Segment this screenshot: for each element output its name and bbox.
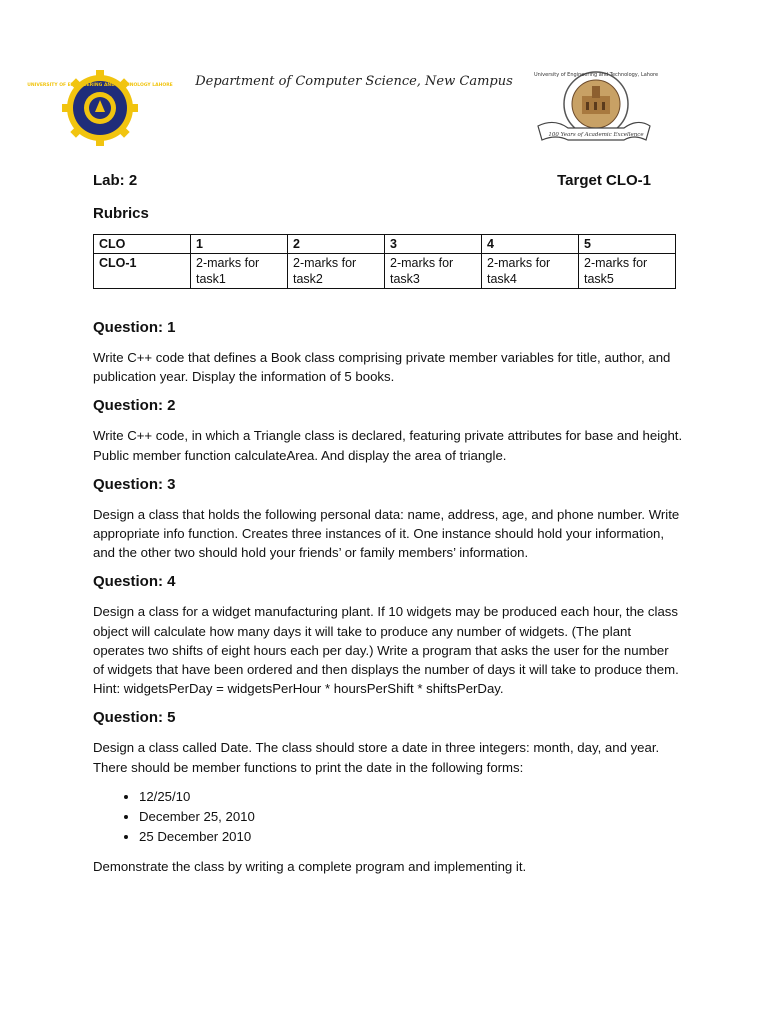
uet-crest-logo (533, 66, 659, 150)
question-1-title: Question: 1 (93, 319, 176, 336)
closing-text: Demonstrate the class by writing a complete program and implementing it. (93, 858, 527, 874)
question-2-title: Question: 2 (93, 397, 176, 415)
rubrics-cell: 2-marks for task3 (385, 254, 482, 289)
question-5-title: Question: 5 (93, 709, 176, 727)
rubrics-cell: 2-marks for task5 (579, 254, 676, 289)
lab-number: Lab: 2 (93, 172, 138, 189)
rubrics-cell: 2-marks for task1 (191, 254, 288, 289)
question-3-title: Question: 3 (93, 475, 176, 493)
rubrics-header-row (94, 235, 676, 254)
rubrics-cell: 2-marks for task4 (482, 254, 579, 289)
rubrics-header-cell: CLO (94, 235, 191, 254)
lab-header (93, 172, 651, 189)
rubrics-cell: CLO-1 (94, 254, 191, 289)
rubrics-header-cell: 3 (385, 235, 482, 254)
rubrics-title: Rubrics (93, 205, 149, 222)
department-header: Department of Computer Science, New Campus (195, 74, 513, 89)
questions-section (93, 318, 683, 886)
rubrics-cell: 2-marks for task2 (288, 254, 385, 289)
list-item: • 25 December 2010 (139, 827, 683, 847)
question-1-text: Write C++ code that defines a Book class comprising private member variables for title, author, and publication year. Display the information of 5 books. (93, 350, 671, 385)
list-item: • 12/25/10 (139, 787, 683, 807)
right-logo-text: University of Engineering and Technology, Lahore (533, 72, 659, 78)
rubrics-header-cell: 5 (579, 235, 676, 254)
rubrics-header-cell: 2 (288, 235, 385, 254)
question-5-text: Design a class called Date. The class should store a date in three integers: month, day, and year. There should be member functions to print the date in the following forms: (93, 740, 660, 775)
target-clo: Target CLO-1 (557, 172, 651, 189)
list-item: • December 25, 2010 (139, 807, 683, 827)
date-format-list (93, 787, 683, 847)
question-4-title: Question: 4 (93, 573, 176, 591)
rubrics-table (93, 234, 676, 289)
left-logo-text: UNIVERSITY OF ENGINEERING AND TECHNOLOGY LAHORE (27, 83, 173, 88)
question-3-text: Design a class that holds the following personal data: name, address, age, and phone number. Write appropriate info function. Creates three instances of it. One instance should hold your information, and the other two should hold your friends’ or family members’ information. (93, 506, 680, 561)
question-4-text: Design a class for a widget manufacturing plant. If 10 widgets may be produced each hour, the class object will calculate how many days it will take to produce any number of widgets. (The plant operates two shifts of eight hours each per day.) Write a program that asks the user for the number of widgets that have been ordered and then displays the number of days it will take to produce them. Hint: widgetsPerDay = widgetsPerHour * hoursPerShift * shiftsPerDay. (93, 604, 679, 697)
right-logo-banner: 100 Years of Academic Excellence (548, 132, 644, 138)
question-2-text: Write C++ code, in which a Triangle class is declared, featuring private attributes for base and height. Public member function calculateArea. And display the area of triangle. (93, 428, 683, 463)
rubrics-header-cell: 4 (482, 235, 579, 254)
rubrics-header-cell: 1 (191, 235, 288, 254)
rubrics-data-row (94, 254, 676, 289)
